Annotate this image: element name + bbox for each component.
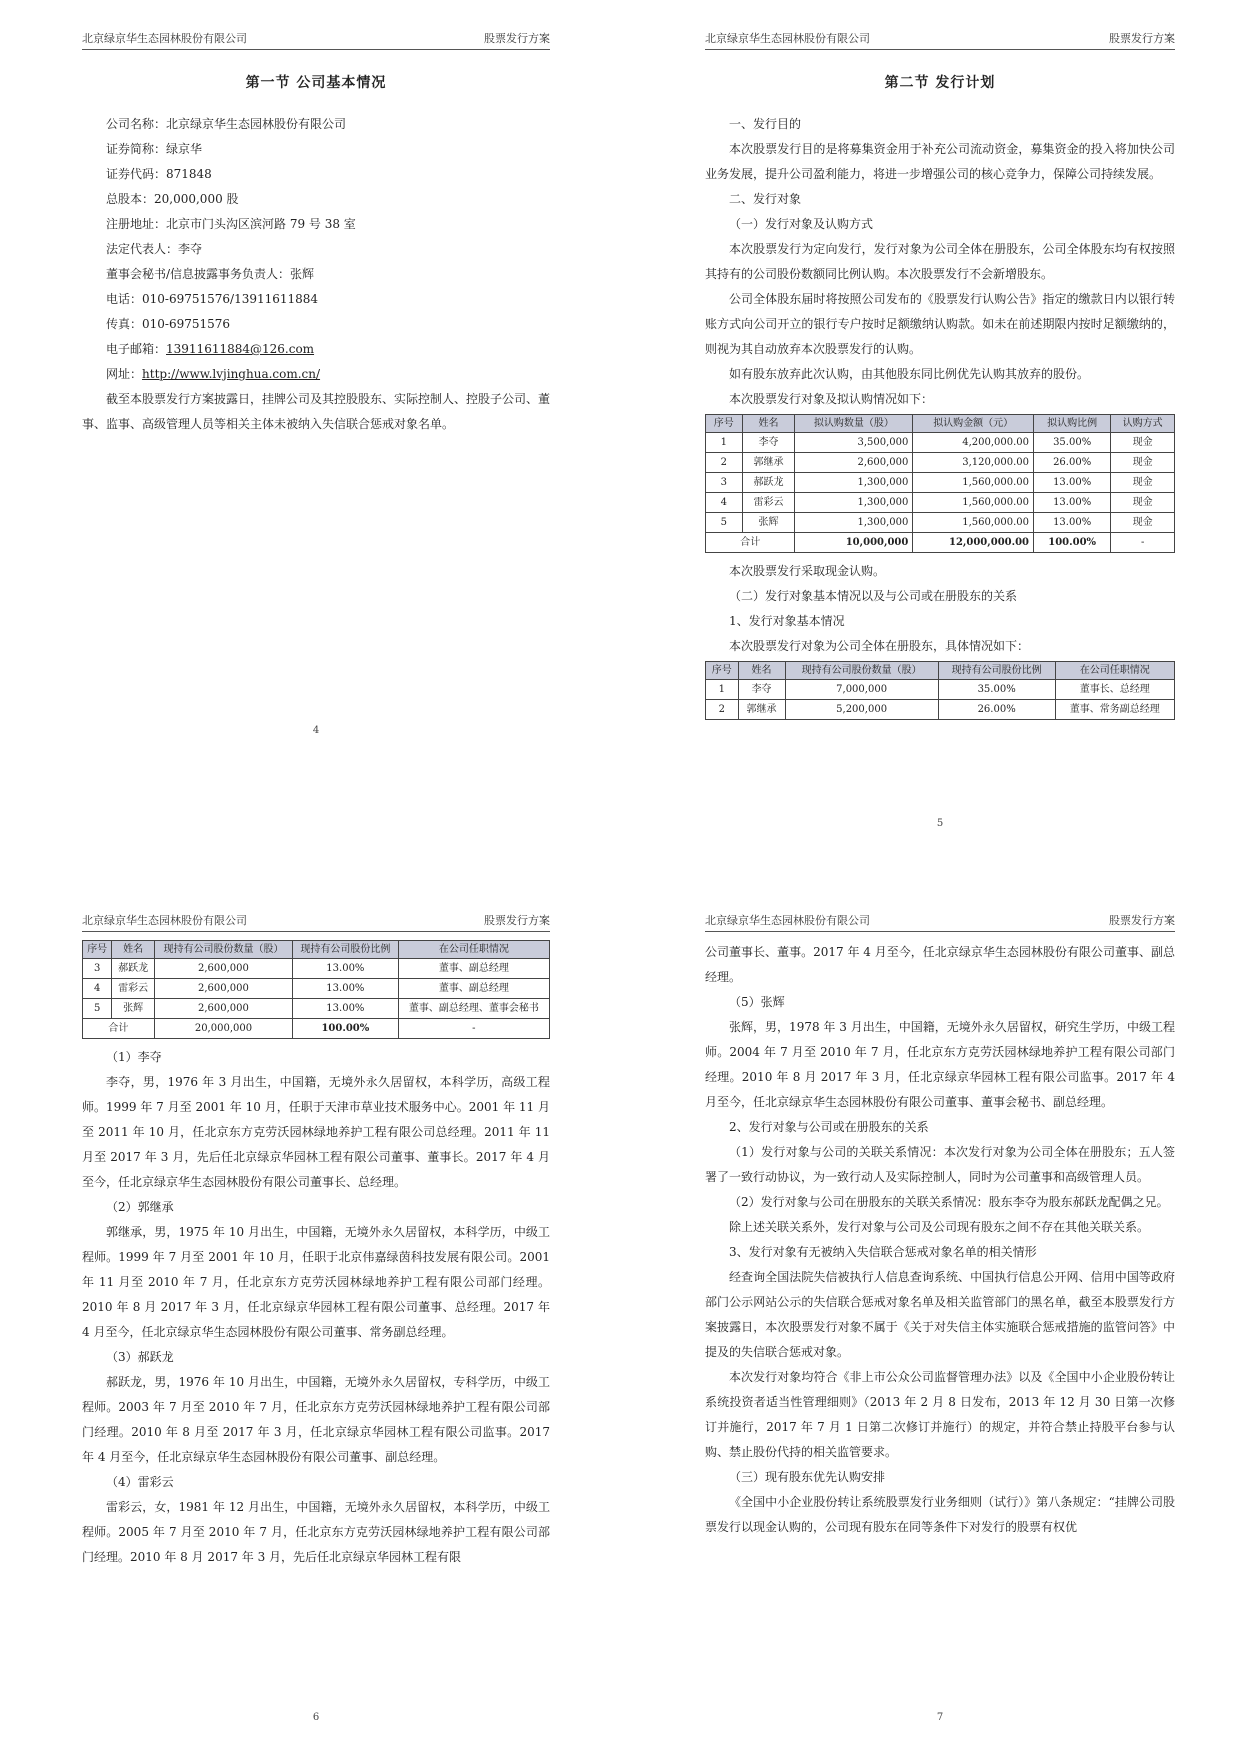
cell: 李夺 [742,433,795,453]
table-row [83,999,550,1019]
cell: 13.00% [293,959,399,979]
cell: 4 [706,493,743,513]
cell: 合计 [83,1019,155,1039]
body-paragraph: （1）发行对象与公司的关联关系情况：本次发行对象为公司全体在册股东；五人签署了一致行动协议，为一致行动人及实际控制人，同时为公司董事和高级管理人员。 [705,1145,1175,1184]
table-row [83,979,550,999]
header-doc-title: 股票发行方案 [484,32,550,45]
heading: 一、发行目的 [729,117,802,131]
info-line: 传真：010-69751576 [106,317,231,331]
heading: （2）郭继承 [106,1200,174,1214]
section-title: 第二节 发行计划 [884,75,996,91]
header-company: 北京绿京华生态园林股份有限公司 [705,914,870,927]
document-page-6 [82,912,550,1732]
col-header: 拟认购比例 [1034,415,1111,433]
cell: 1,300,000 [795,473,913,493]
cell: 张辉 [112,999,154,1019]
cell: 3 [706,473,743,493]
cell: 2,600,000 [154,999,292,1019]
heading: （4）雷彩云 [106,1475,174,1489]
col-header: 在公司任职情况 [1055,662,1174,680]
cell: 35.00% [938,680,1055,700]
cell: 26.00% [1034,453,1111,473]
info-line: 电话：010-69751576/13911611884 [106,292,319,306]
page-header [705,30,1175,50]
website-label: 网址： [106,367,143,381]
email-link[interactable]: 13911611884@126.com [166,342,315,356]
cell: 现金 [1111,493,1175,513]
col-header: 认购方式 [1111,415,1175,433]
heading: （三）现有股东优先认购安排 [729,1470,886,1484]
col-header: 序号 [83,941,112,959]
cell: 合计 [706,533,795,553]
heading: 2、发行对象与公司或在册股东的关系 [729,1120,929,1134]
info-line: 法定代表人：李夺 [106,242,203,256]
header-doc-title: 股票发行方案 [1109,914,1175,927]
cell: 3,500,000 [795,433,913,453]
cell: 13.00% [293,999,399,1019]
table-row [706,473,1175,493]
cell: 现金 [1111,453,1175,473]
cell: 雷彩云 [112,979,154,999]
col-header: 拟认购数量（股） [795,415,913,433]
cell: 1,560,000.00 [913,473,1034,493]
col-header: 现持有公司股份数量（股） [154,941,292,959]
cell: 1,300,000 [795,513,913,533]
body-paragraph: 李夺，男，1976 年 3 月出生，中国籍，无境外永久居留权，本科学历，高级工程师。1999 年 7 月至 2001 年 10 月，任职于天津市草业技术服务中心。2001 年 11 月至 2011 年 10 月，任北京东方克劳沃园林绿地养护工程有限公司总经理。2011 年 11 月至 2017 年 3 月，先后任北京绿京华园林工程有限公司董事、董事长。2017 年 4 月至今，任北京绿京华生态园林股份有限公司董事长、总经理。 [82,1075,550,1189]
heading: （1）李夺 [106,1050,162,1064]
cell: 1 [706,433,743,453]
info-line: 注册地址：北京市门头沟区滨河路 79 号 38 室 [106,217,356,231]
heading: （二）发行对象基本情况以及与公司或在册股东的关系 [729,589,1018,603]
body-paragraph: （2）发行对象与公司在册股东的关联关系情况：股东李夺为股东郝跃龙配偶之兄。 [729,1195,1169,1209]
col-header: 姓名 [112,941,154,959]
cell: 5 [83,999,112,1019]
email-label: 电子邮箱： [106,342,167,356]
email-line [106,337,550,362]
body-paragraph: 本次股票发行对象及拟认购情况如下： [729,392,934,406]
cell: 13.00% [1034,513,1111,533]
table-row [706,680,1175,700]
cell: 100.00% [1034,533,1111,553]
body-paragraph: 郝跃龙，男，1976 年 10 月出生，中国籍，无境外永久居留权，专科学历，中级工程师。2003 年 7 月至 2010 年 7 月，任北京东方克劳沃园林绿地养护工程有限公司部门经理。2010 年 8 月至 2017 年 3 月，任北京绿京华园林工程有限公司监事。2017 年 4 月至今，任北京绿京华生态园林股份有限公司董事、副总经理。 [82,1375,550,1464]
cell: 26.00% [938,700,1055,720]
page-number: 4 [312,725,320,736]
cell: 董事、副总经理 [398,959,549,979]
cell: 1 [706,680,739,700]
cell: 董事、副总经理、董事会秘书 [398,999,549,1019]
cell: 1,300,000 [795,493,913,513]
cell: 4,200,000.00 [913,433,1034,453]
heading: 1、发行对象基本情况 [729,614,845,628]
col-header: 现持有公司股份数量（股） [785,662,938,680]
table-row [706,700,1175,720]
body-paragraph: 除上述关联关系外，发行对象与公司及公司现有股东之间不存在其他关联关系。 [729,1220,1150,1234]
col-header: 序号 [706,662,739,680]
cell: 4 [83,979,112,999]
body-paragraph: 经查询全国法院失信被执行人信息查询系统、中国执行信息公开网、信用中国等政府部门公示网站公示的失信联合惩戒对象名单及相关监管部门的黑名单，截至本股票发行方案披露日，本次股票发行对象不属于《关于对失信主体实施联合惩戒措施的监管问答》中提及的失信联合惩戒对象。 [705,1270,1175,1359]
table-row [706,513,1175,533]
page-header [82,30,550,50]
table-row [83,959,550,979]
header-doc-title: 股票发行方案 [484,914,550,927]
cell: 2,600,000 [154,959,292,979]
cell: 董事长、总经理 [1055,680,1174,700]
table-row [706,493,1175,513]
cell: 3 [83,959,112,979]
table-row [706,433,1175,453]
info-line: 公司名称：北京绿京华生态园林股份有限公司 [106,117,347,131]
cell: - [1111,533,1175,553]
cell: 现金 [1111,513,1175,533]
table-total-row [83,1019,550,1039]
cell: 郝跃龙 [112,959,154,979]
col-header: 姓名 [742,415,795,433]
body-paragraph: 截至本股票发行方案披露日，挂牌公司及其控股股东、实际控制人、控股子公司、董事、监事、高级管理人员等相关主体未被纳入失信联合惩戒对象名单。 [82,392,550,431]
cell: 郭继承 [742,453,795,473]
col-header: 在公司任职情况 [398,941,549,959]
cell: - [398,1019,549,1039]
body-paragraph: 本次发行对象均符合《非上市公众公司监督管理办法》以及《全国中小企业股份转让系统投资者适当性管理细则》（2013 年 2 月 8 日发布，2013 年 12 月 30 日第一次修订并施行，2017 年 7 月 1 日第二次修订并施行）的规定，并符合禁止持股平台参与认购、禁止股份代持的相关监管要求。 [705,1370,1175,1459]
col-header: 序号 [706,415,743,433]
info-line: 董事会秘书/信息披露事务负责人：张辉 [106,267,315,281]
body-paragraph: 公司董事长、董事。2017 年 4 月至今，任北京绿京华生态园林股份有限公司董事、副总经理。 [705,945,1175,984]
cell: 5 [706,513,743,533]
header-company: 北京绿京华生态园林股份有限公司 [82,32,247,45]
cell: 现金 [1111,433,1175,453]
cell: 1,560,000.00 [913,513,1034,533]
cell: 3,120,000.00 [913,453,1034,473]
cell: 5,200,000 [785,700,938,720]
document-page-7 [705,912,1175,1732]
page-header [705,912,1175,932]
subscription-table [705,414,1175,553]
body-paragraph: 本次股票发行采取现金认购。 [729,564,886,578]
body-paragraph: 本次股票发行对象为公司全体在册股东，具体情况如下： [729,639,1030,653]
shareholder-table-continued [82,940,550,1039]
shareholder-table [705,661,1175,720]
info-line: 证券简称：绿京华 [106,142,203,156]
cell: 7,000,000 [785,680,938,700]
cell: 2 [706,700,739,720]
header-doc-title: 股票发行方案 [1109,32,1175,45]
cell: 董事、常务副总经理 [1055,700,1174,720]
cell: 1,560,000.00 [913,493,1034,513]
body-paragraph: 雷彩云，女，1981 年 12 月出生，中国籍，无境外永久居留权，本科学历，中级工程师。2005 年 7 月至 2010 年 7 月，任北京东方克劳沃园林绿地养护工程有限公司部门经理。2010 年 8 月 2017 年 3 月，先后任北京绿京华园林工程有限 [82,1500,550,1564]
cell: 100.00% [293,1019,399,1039]
info-line: 证券代码：871848 [106,167,212,181]
cell: 雷彩云 [742,493,795,513]
cell: 2,600,000 [154,979,292,999]
cell: 12,000,000.00 [913,533,1034,553]
cell: 2,600,000 [795,453,913,473]
website-line [106,362,550,387]
website-link[interactable]: http://www.lvjinghua.com.cn/ [142,367,321,381]
cell: 郝跃龙 [742,473,795,493]
col-header: 拟认购金额（元） [913,415,1034,433]
page-number: 6 [312,1712,320,1723]
body-paragraph: 如有股东放弃此次认购，由其他股东同比例优先认购其放弃的股份。 [729,367,1090,381]
cell: 13.00% [1034,493,1111,513]
heading: （3）郝跃龙 [106,1350,174,1364]
col-header: 现持有公司股份比例 [938,662,1055,680]
cell: 现金 [1111,473,1175,493]
page-number: 5 [936,818,944,829]
col-header: 姓名 [738,662,785,680]
section-title: 第一节 公司基本情况 [245,75,387,91]
body-paragraph: 张辉，男，1978 年 3 月出生，中国籍，无境外永久居留权，研究生学历，中级工程师。2004 年 7 月至 2010 年 7 月，任北京东方克劳沃园林绿地养护工程有限公司部门经理。2010 年 8 月 2017 年 3 月，任北京绿京华园林工程有限公司监事。2017 年 4 月至今，任北京绿京华生态园林股份有限公司董事、董事会秘书、副总经理。 [705,1020,1175,1109]
body-paragraph: 公司全体股东届时将按照公司发布的《股票发行认购公告》指定的缴款日内以银行转账方式向公司开立的银行专户按时足额缴纳认购款。如未在前述期限内按时足额缴纳的，则视为其自动放弃本次股票发行的认购。 [705,292,1175,356]
heading: 3、发行对象有无被纳入失信联合惩戒对象名单的相关情形 [729,1245,1037,1259]
cell: 张辉 [742,513,795,533]
cell: 10,000,000 [795,533,913,553]
cell: 2 [706,453,743,473]
document-page-5 [705,30,1175,840]
cell: 郭继承 [738,700,785,720]
document-page-4 [82,30,550,840]
header-company: 北京绿京华生态园林股份有限公司 [82,914,247,927]
body-paragraph: 《全国中小企业股份转让系统股票发行业务细则（试行）》第八条规定：“挂牌公司股票发行以现金认购的，公司现有股东在同等条件下对发行的股票有权优 [705,1495,1175,1534]
cell: 李夺 [738,680,785,700]
page-number: 7 [936,1712,944,1723]
heading: （一）发行对象及认购方式 [729,217,874,231]
cell: 董事、副总经理 [398,979,549,999]
body-paragraph: 本次股票发行目的是将募集资金用于补充公司流动资金，募集资金的投入将加快公司业务发展，提升公司盈利能力，将进一步增强公司的核心竞争力，保障公司持续发展。 [705,142,1175,181]
table-row [706,453,1175,473]
heading: 二、发行对象 [729,192,802,206]
page-header [82,912,550,932]
table-total-row [706,533,1175,553]
header-company: 北京绿京华生态园林股份有限公司 [705,32,870,45]
cell: 35.00% [1034,433,1111,453]
cell: 13.00% [1034,473,1111,493]
body-paragraph: 郭继承，男，1975 年 10 月出生，中国籍，无境外永久居留权，本科学历，中级工程师。1999 年 7 月至 2001 年 10 月，任职于北京伟嘉绿茵科技发展有限公司。2001 年 11 月至 2010 年 7 月，任北京东方克劳沃园林绿地养护工程有限公司部门经理。2010 年 8 月 2017 年 3 月，任北京绿京华园林工程有限公司董事、总经理。2017 年 4 月至今，任北京绿京华生态园林股份有限公司董事、常务副总经理。 [82,1225,550,1339]
info-line: 总股本：20,000,000 股 [106,192,239,206]
heading: （5）张辉 [729,995,785,1009]
body-paragraph: 本次股票发行为定向发行，发行对象为公司全体在册股东，公司全体股东均有权按照其持有的公司股份数额同比例认购。本次股票发行不会新增股东。 [705,242,1175,281]
cell: 20,000,000 [154,1019,292,1039]
cell: 13.00% [293,979,399,999]
col-header: 现持有公司股份比例 [293,941,399,959]
